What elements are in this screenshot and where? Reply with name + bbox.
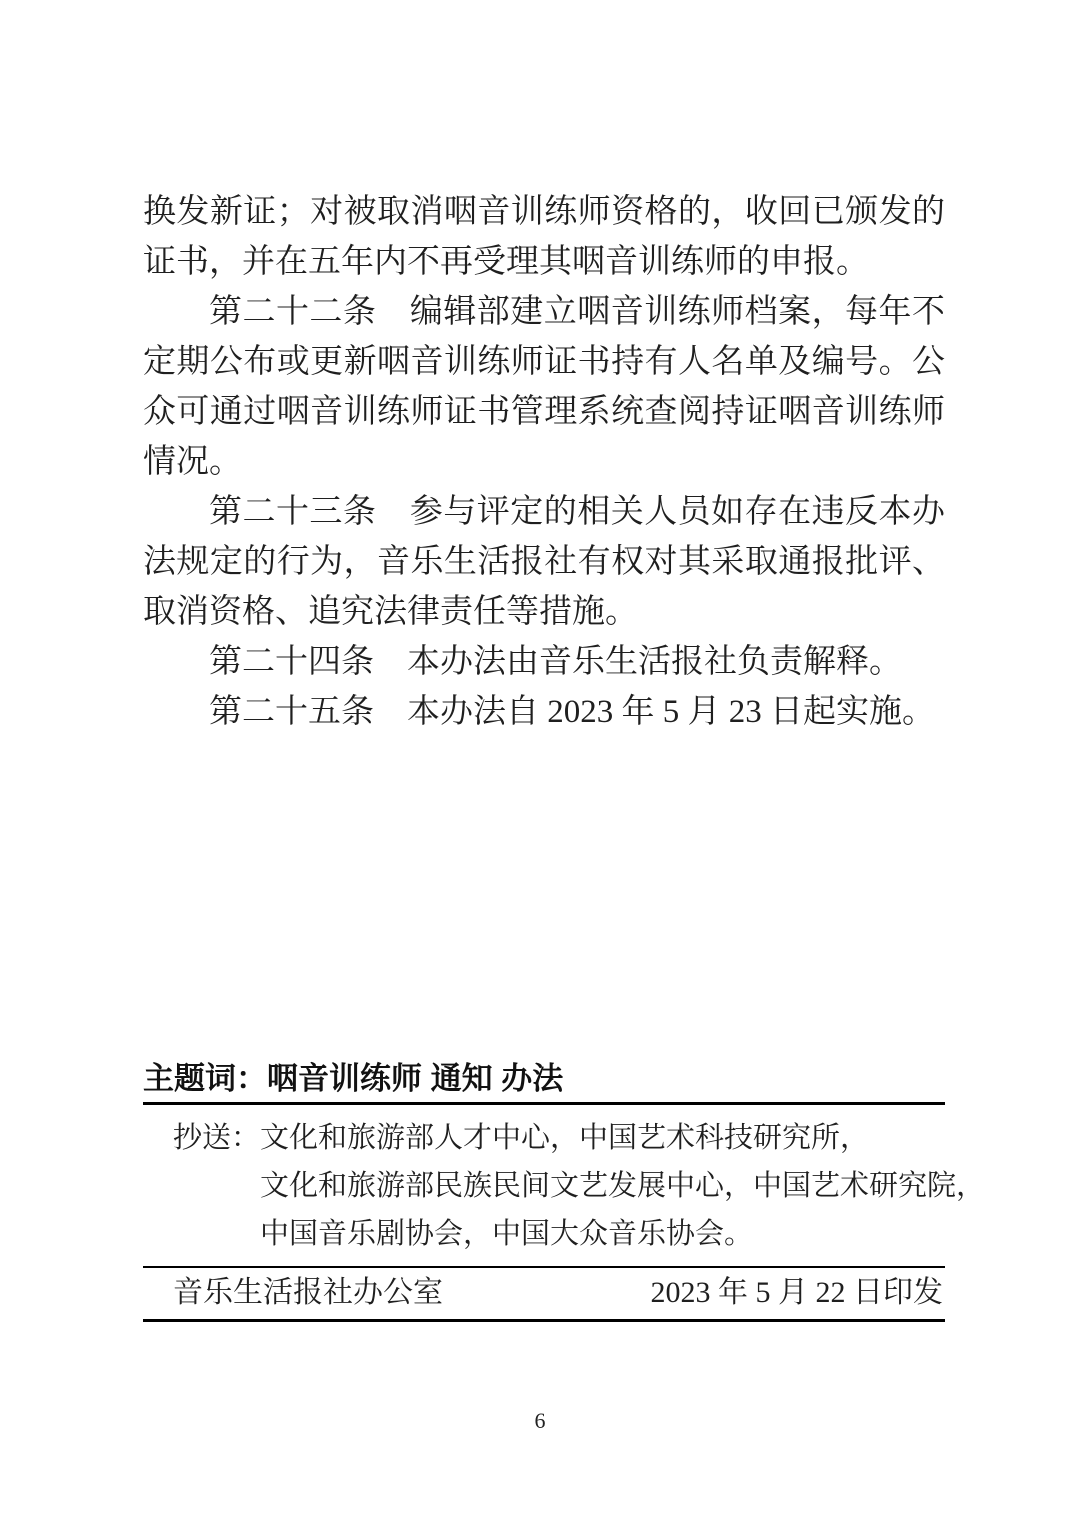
subject-terms: 咽音训练师 通知 办法 <box>267 1061 564 1096</box>
subject-label: 主题词： <box>143 1061 267 1096</box>
subject-keywords-row <box>143 1058 945 1099</box>
paragraph-article-24: 第二十四条 本办法由音乐生活报社负责解释。 <box>209 644 902 680</box>
divider-bottom <box>143 1319 945 1322</box>
cc-recipients <box>260 1114 985 1258</box>
paragraph-article-22: 第二十二条 编辑部建立咽音训练师档案，每年不定期公布或更新咽音训练师证书持有人名单及编号。公众可通过咽音训练师证书管理系统查阅持证咽音训练师情况。 <box>143 294 945 480</box>
paragraph-article-23: 第二十三条 参与评定的相关人员如存在违反本办法规定的行为，音乐生活报社有权对其采取通报批评、取消资格、追究法律责任等措施。 <box>143 494 945 630</box>
print-date: 2023 年 5 月 22 日印发 <box>650 1276 943 1309</box>
paragraph-article-25: 第二十五条 本办法自 2023 年 5 月 23 日起实施。 <box>209 694 935 730</box>
cc-line: 中国音乐剧协会，中国大众音乐协会。 <box>260 1218 754 1250</box>
document-body <box>143 187 945 737</box>
document-footer <box>143 1058 986 1322</box>
issuance-row <box>143 1268 945 1319</box>
page-number: 6 <box>534 1408 546 1433</box>
cc-row <box>143 1105 986 1258</box>
cc-label: 抄送： <box>173 1122 261 1154</box>
cc-line: 文化和旅游部人才中心，中国艺术科技研究所， <box>260 1122 870 1154</box>
paragraph-continuation: 换发新证；对被取消咽音训练师资格的，收回已颁发的证书，并在五年内不再受理其咽音训练师的申报。 <box>143 194 945 280</box>
cc-line: 文化和旅游部民族民间文艺发展中心，中国艺术研究院， <box>260 1170 986 1202</box>
issuing-office: 音乐生活报社办公室 <box>173 1276 443 1309</box>
